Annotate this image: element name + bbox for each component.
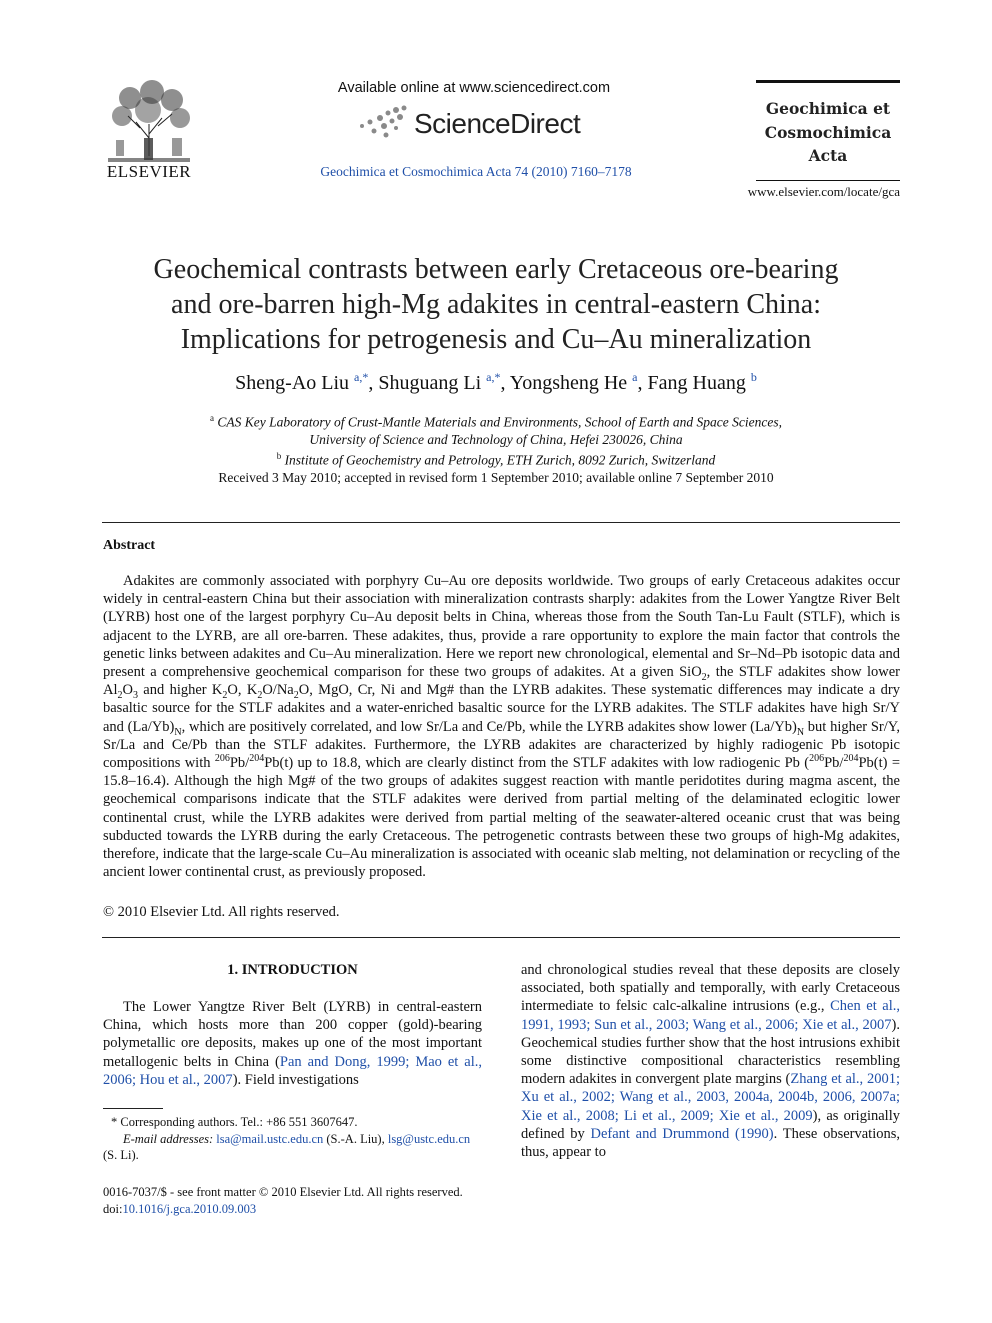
email-label: E-mail addresses: <box>123 1131 214 1146</box>
article-title <box>80 252 912 357</box>
journal-name-line: Cosmochimica <box>764 122 892 142</box>
sciencedirect-logo <box>356 104 596 144</box>
reference-link[interactable]: Chen et al., 1991, 1993; Sun et al., 2003; Wang et al., 2006; Xie et al., 2007 <box>521 998 900 1033</box>
author-affiliation-mark[interactable]: a <box>632 370 638 384</box>
reference-link[interactable]: Zhang et al., 2001; Xu et al., 2002; Wang et al., 2003, 2004a, 2004b, 2006, 2007a; Xie et al., 2008; Li et al., 2009; Xie et al., 2009 <box>521 1071 900 1124</box>
affiliation-mark: b <box>276 450 282 461</box>
corresponding-author: * Corresponding authors. Tel.: +86 551 3607647. <box>111 1115 358 1129</box>
divider <box>102 522 900 523</box>
affiliation-b <box>80 448 912 469</box>
doi-link[interactable]: 10.1016/j.gca.2010.09.003 <box>122 1202 257 1216</box>
abstract-heading: Abstract <box>103 538 156 553</box>
section-heading: 1. INTRODUCTION <box>227 962 358 978</box>
affiliation-mark: a <box>210 413 215 423</box>
sciencedirect-dots-icon <box>356 104 412 144</box>
front-matter <box>103 1184 523 1218</box>
email-link[interactable]: lsa@mail.ustc.edu.cn <box>216 1131 324 1146</box>
issn-line: 0016-7037/$ - see front matter © 2010 Elsevier Ltd. All rights reserved. <box>103 1185 463 1199</box>
reference-link[interactable]: Defant and Drummond (1990) <box>590 1125 774 1142</box>
affiliation-a <box>80 410 912 431</box>
journal-url[interactable]: www.elsevier.com/locate/gca <box>747 184 900 199</box>
doi-line: doi:10.1016/j.gca.2010.09.003 <box>103 1202 257 1216</box>
abstract-copyright: © 2010 Elsevier Ltd. All rights reserved. <box>103 904 340 920</box>
journal-name-box <box>756 80 900 181</box>
author-name: Sheng-Ao Liu <box>235 372 350 394</box>
author-list: Sheng-Ao Liu $^{a,*}$, Shuguang Li $^{a,*}$, Yongsheng He $^a$, Fang Huang $^b$ <box>235 370 757 394</box>
abstract-text: Adakites are commonly associated with porphyry Cu–Au ore deposits worldwide. Two groups of early Cretaceous adakites occur widely in central-eastern China but their association with mineralization contrasts sharply: adakites from the Lower Yangtze River Belt (LYRB) host one of the largest porphyry Cu–Au deposit belts in China, whereas those from the South Tan-Lu Fault (STLF), which is adjacent to the LYRB, are all ore-barren. These adakites, thus, provide a rare opportunity to explore the main factor that controls the genetic links between adakites and Cu–Au mineralization. Here we report new chronological, elemental and Sr–Nd–Pb isotopic data and present a comprehensive geochemical comparison for these two groups of adakites. At a given SiO$_2$, the STLF adakites show lower $Al_2O_3$ and higher $K_2O$, $K_2O/Na_2O$, MgO, Cr, Ni and Mg# than the LYRB adakites. These systematic differences may indicate a dry basaltic source for the STLF adakites and a water-enriched basaltic source for the LYRB adakites. The STLF adakites have high Sr/Y and $(La/Yb)_N$, which are positively correlated, and low Sr/La and Ce/Pb, while the LYRB adakites show lower $(La/Yb)_N$ but higher Sr/Y, Sr/La and Ce/Pb than the STLF adakites. Furthermore, the LYRB adakites are characterized by highly radiogenic Pb isotopic compositions with $^{206}$Pb/$^{204}$Pb(t) up to 18.8, which are clearly distinct from the STLF adakites with low radiogenic Pb ($^{206}$Pb/$^{204}$Pb(t) = 15.8–16.4). Although the high Mg# of the two groups of adakites suggest reaction with mantle peridotites during magma ascent, the geochemical comparisons indicate that the STLF adakites were derived from partial melting of the delaminated eclogitic lower continental crust, while the LYRB adakites were derived from partial melting of the seawater-altered oceanic crust that was being subducted towards the LYRB during the early Cretaceous. The petrogenetic contrasts between these two groups of high-Mg adakites, therefore, indicate that the large-scale Cu–Au mineralization is associated with oceanic slab melting, not delamination or recycling of the ancient lower continental crust, as previously proposed. <box>103 573 901 881</box>
received-dates: Received 3 May 2010; accepted in revised form 1 September 2010; available online 7 September 2010 <box>218 470 774 485</box>
journal-name-line: Geochimica et <box>765 99 891 118</box>
author-affiliation-mark[interactable]: a,* <box>354 370 369 384</box>
footnote: * Corresponding authors. Tel.: +86 551 3607647. E-mail addresses: lsa@mail.ustc.edu.cn (S.-A. Liu), lsg@ustc.edu.cn (S. Li). <box>103 1114 482 1164</box>
journal-citation[interactable]: Geochimica et Cosmochimica Acta 74 (2010) 7160–7178 <box>320 164 632 179</box>
journal-name-line: Acta <box>808 146 848 165</box>
elsevier-logo <box>100 78 198 184</box>
author-affiliation-mark[interactable]: b <box>750 370 757 384</box>
affiliations <box>80 410 912 468</box>
author-name: Fang Huang <box>647 372 746 394</box>
author-name: Shuguang Li <box>378 372 482 394</box>
affiliation-text: University of Science and Technology of China, Hefei 230026, China <box>309 431 683 447</box>
title-line: Geochemical contrasts between early Cretaceous ore-bearing <box>153 254 839 285</box>
sciencedirect-wordmark: ScienceDirect <box>414 108 581 139</box>
title-line: Implications for petrogenesis and Cu–Au mineralization <box>180 324 812 355</box>
publisher-name: ELSEVIER <box>106 162 192 181</box>
title-line: and ore-barren high-Mg adakites in central-eastern China: <box>171 289 821 320</box>
email-link[interactable]: lsg@ustc.edu.cn <box>387 1131 471 1146</box>
author-affiliation-mark[interactable]: a,* <box>486 370 501 384</box>
affiliation-text: Institute of Geochemistry and Petrology, ETH Zurich, 8092 Zurich, Switzerland <box>284 452 716 467</box>
affiliation-text: CAS Key Laboratory of Crust-Mantle Materials and Environments, School of Earth and Space Sciences, <box>217 414 782 430</box>
intro-paragraph: The Lower Yangtze River Belt (LYRB) in central-eastern China, which hosts more than 200 copper (gold)-bearing polymetallic ore deposits, makes up one of the most important metallogenic belts in China (Pan and Dong, 1999; Mao et al., 2006; Hou et al., 2007). Field investigations <box>103 999 483 1088</box>
intro-paragraph-continued: and chronological studies reveal that these deposits are closely associated, both spatially and temporally, with early Cretaceous intermediate to felsic calc-alkaline intrusions (e.g., Chen et al., 1991, 1993; Sun et al., 2003; Wang et al., 2006; Xie et al., 2007). Geochemical studies further show that the host intrusions exhibit some distinctive compositional characteristics resembling modern adakites in convergent plate margins (Zhang et al., 2001; Xu et al., 2002; Wang et al., 2003, 2004a, 2004b, 2006, 2007a; Xie et al., 2008; Li et al., 2009; Xie et al., 2009), as originally defined by Defant and Drummond (1990). These observations, thus, appear to <box>521 962 900 1161</box>
reference-link[interactable]: Pan and Dong, 1999; Mao et al., 2006; Hou et al., 2007 <box>103 1053 483 1088</box>
footnote-rule <box>103 1108 163 1109</box>
available-online: Available online at www.sciencedirect.com <box>337 80 611 96</box>
author-name: Yongsheng He <box>509 372 628 394</box>
divider <box>102 937 900 938</box>
